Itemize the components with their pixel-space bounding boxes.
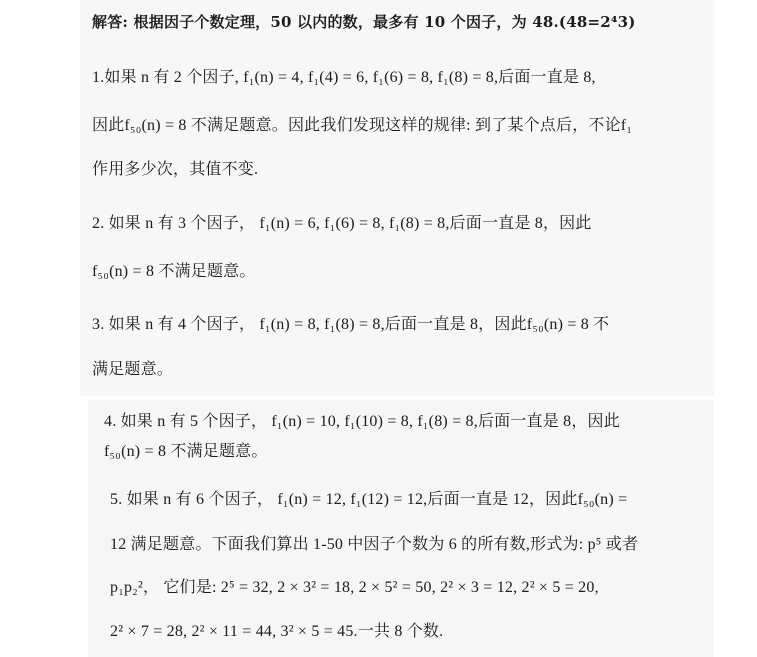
solution-panel-bottom	[88, 400, 714, 657]
case3-line2: 满足题意。	[92, 361, 174, 378]
case5-line2: 12 满足题意。下面我们算出 1-50 中因子个数为 6 的所有数,形式为: p⁵ 或者	[110, 536, 639, 553]
case4-line1: 4. 如果 n 有 5 个因子， f₁(n) = 10, f₁(10) = 8, f₁(8) = 8,后面一直是 8，因此	[104, 413, 620, 430]
case5-line1: 5. 如果 n 有 6 个因子， f₁(n) = 12, f₁(12) = 12,后面一直是 12，因此f₅₀(n) =	[110, 491, 628, 508]
case1-line2: 因此f₅₀(n) = 8 不满足题意。因此我们发现这样的规律: 到了某个点后，不论f₁	[92, 117, 633, 134]
case2-line1: 2. 如果 n 有 3 个因子， f₁(n) = 6, f₁(6) = 8, f₁(8) = 8,后面一直是 8，因此	[92, 215, 592, 232]
case1-line1: 1.如果 n 有 2 个因子, f₁(n) = 4, f₁(4) = 6, f₁(6) = 8, f₁(8) = 8,后面一直是 8,	[92, 69, 596, 86]
case2-line2: f₅₀(n) = 8 不满足题意。	[92, 263, 256, 280]
answer-line: 解答: 根据因子个数定理，50 以内的数，最多有 10 个因子，为 48.(48=2⁴3)	[92, 13, 636, 31]
case5-line4: 2² × 7 = 28, 2² × 11 = 44, 3² × 5 = 45.一共 8 个数.	[110, 623, 444, 640]
case1-line3: 作用多少次，其值不变.	[92, 161, 259, 178]
case4-line2: f₅₀(n) = 8 不满足题意。	[104, 443, 268, 460]
document-page	[50, 0, 714, 657]
solution-panel-top	[80, 0, 714, 396]
case3-line1: 3. 如果 n 有 4 个因子， f₁(n) = 8, f₁(8) = 8,后面一直是 8，因此f₅₀(n) = 8 不	[92, 316, 610, 333]
case5-line3: p₁p₂²， 它们是: 2⁵ = 32, 2 × 3² = 18, 2 × 5² = 50, 2² × 3 = 12, 2² × 5 = 20,	[110, 579, 599, 596]
